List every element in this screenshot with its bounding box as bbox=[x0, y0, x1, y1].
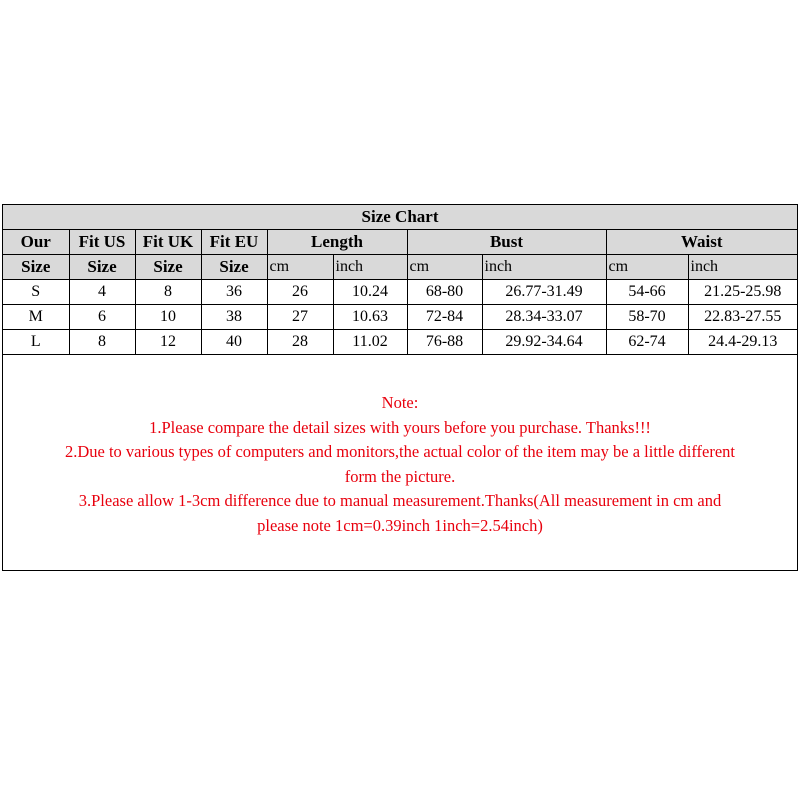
header-fit-uk-bottom: Size bbox=[135, 255, 201, 280]
cell-our-size: L bbox=[3, 330, 69, 355]
header-bust: Bust bbox=[407, 230, 606, 255]
unit-row bbox=[3, 255, 797, 280]
header-fit-eu-top: Fit EU bbox=[201, 230, 267, 255]
cell-length-inch: 10.24 bbox=[333, 280, 407, 305]
cell-fit-uk: 8 bbox=[135, 280, 201, 305]
header-length: Length bbox=[267, 230, 407, 255]
note-line-3b: please note 1cm=0.39inch 1inch=2.54inch) bbox=[257, 515, 543, 535]
header-fit-us-top: Fit US bbox=[69, 230, 135, 255]
cell-waist-cm: 62-74 bbox=[606, 330, 688, 355]
cell-length-inch: 11.02 bbox=[333, 330, 407, 355]
unit-waist-inch: inch bbox=[688, 255, 797, 280]
size-chart-table bbox=[3, 205, 797, 355]
cell-length-cm: 27 bbox=[267, 305, 333, 330]
cell-our-size: M bbox=[3, 305, 69, 330]
cell-fit-us: 4 bbox=[69, 280, 135, 305]
header-waist: Waist bbox=[606, 230, 797, 255]
header-row bbox=[3, 230, 797, 255]
note-line-3a: 3.Please allow 1-3cm difference due to manual measurement.Thanks(All measurement in cm and bbox=[78, 491, 722, 510]
header-our-size-bottom: Size bbox=[3, 255, 69, 280]
cell-fit-us: 6 bbox=[69, 305, 135, 330]
unit-length-cm: cm bbox=[267, 255, 333, 280]
cell-waist-cm: 54-66 bbox=[606, 280, 688, 305]
cell-waist-cm: 58-70 bbox=[606, 305, 688, 330]
note-line-2a: 2.Due to various types of computers and monitors,the actual color of the item may be a little different bbox=[64, 442, 736, 461]
header-our-size-top: Our bbox=[3, 230, 69, 255]
table-row bbox=[3, 330, 797, 355]
table-row bbox=[3, 280, 797, 305]
cell-length-inch: 10.63 bbox=[333, 305, 407, 330]
cell-bust-cm: 72-84 bbox=[407, 305, 482, 330]
cell-waist-inch: 22.83-27.55 bbox=[688, 305, 797, 330]
cell-fit-eu: 38 bbox=[201, 305, 267, 330]
title-row bbox=[3, 205, 797, 230]
cell-our-size: S bbox=[3, 280, 69, 305]
cell-fit-us: 8 bbox=[69, 330, 135, 355]
note-line-2b: form the picture. bbox=[344, 466, 456, 486]
chart-title: Size Chart bbox=[3, 205, 797, 230]
cell-fit-uk: 10 bbox=[135, 305, 201, 330]
cell-bust-inch: 28.34-33.07 bbox=[482, 305, 606, 330]
cell-bust-inch: 26.77-31.49 bbox=[482, 280, 606, 305]
note-heading: Note: bbox=[381, 393, 419, 412]
size-chart-frame bbox=[2, 204, 798, 571]
cell-fit-eu: 36 bbox=[201, 280, 267, 305]
unit-waist-cm: cm bbox=[606, 255, 688, 280]
header-fit-uk-top: Fit UK bbox=[135, 230, 201, 255]
header-fit-eu-bottom: Size bbox=[201, 255, 267, 280]
cell-bust-cm: 76-88 bbox=[407, 330, 482, 355]
cell-bust-cm: 68-80 bbox=[407, 280, 482, 305]
cell-fit-uk: 12 bbox=[135, 330, 201, 355]
cell-fit-eu: 40 bbox=[201, 330, 267, 355]
cell-waist-inch: 24.4-29.13 bbox=[688, 330, 797, 355]
unit-length-inch: inch bbox=[333, 255, 407, 280]
unit-bust-inch: inch bbox=[482, 255, 606, 280]
note-line-1: 1.Please compare the detail sizes with yours before you purchase. Thanks!!! bbox=[149, 417, 651, 437]
cell-bust-inch: 29.92-34.64 bbox=[482, 330, 606, 355]
cell-length-cm: 28 bbox=[267, 330, 333, 355]
notes-section bbox=[3, 391, 797, 538]
table-row bbox=[3, 305, 797, 330]
cell-length-cm: 26 bbox=[267, 280, 333, 305]
header-fit-us-bottom: Size bbox=[69, 255, 135, 280]
unit-bust-cm: cm bbox=[407, 255, 482, 280]
cell-waist-inch: 21.25-25.98 bbox=[688, 280, 797, 305]
